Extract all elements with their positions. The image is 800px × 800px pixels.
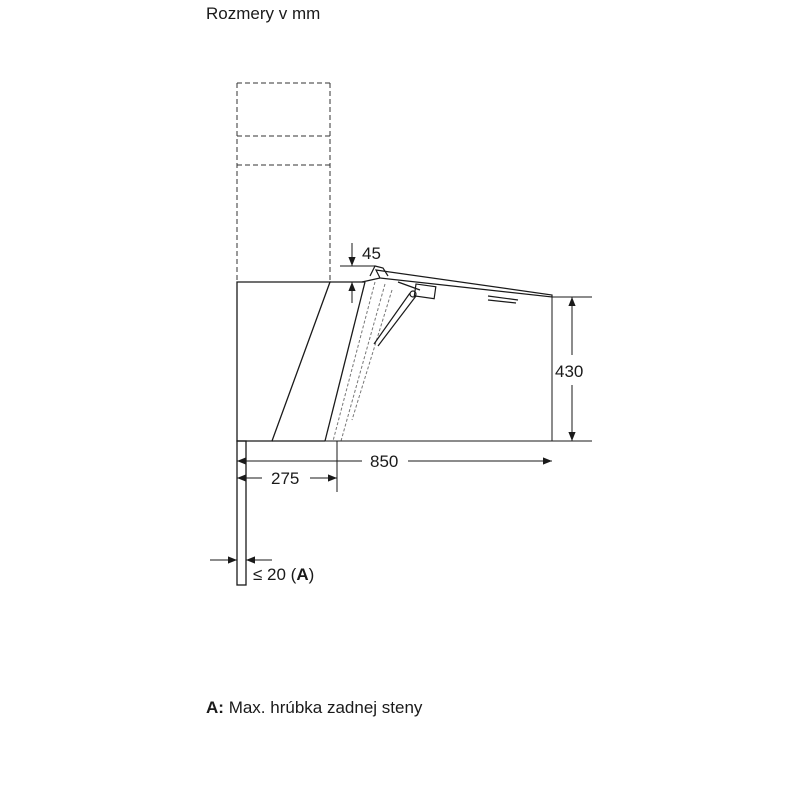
- legend-text: Max. hrúbka zadnej steny: [228, 698, 423, 717]
- dim-chimney-offset-label: 275: [271, 469, 300, 488]
- back-wall: [237, 441, 246, 585]
- flap-open-position: [333, 282, 392, 441]
- chimney-outline: [237, 83, 330, 280]
- diagram-title: Rozmery v mm: [206, 4, 321, 23]
- dim-wall-thickness-label: ≤ 20 (A): [253, 565, 315, 584]
- legend-note: [206, 698, 422, 718]
- dim-depth-label: 850: [370, 452, 399, 471]
- legend-key: A:: [206, 698, 224, 717]
- flap-panel: [362, 266, 552, 303]
- dim-height-label: 430: [555, 362, 584, 381]
- extension-lines: [237, 266, 592, 585]
- hood-body: [237, 282, 365, 441]
- hinge-arm: [374, 282, 420, 346]
- dim-flap-offset-label: 45: [362, 244, 381, 263]
